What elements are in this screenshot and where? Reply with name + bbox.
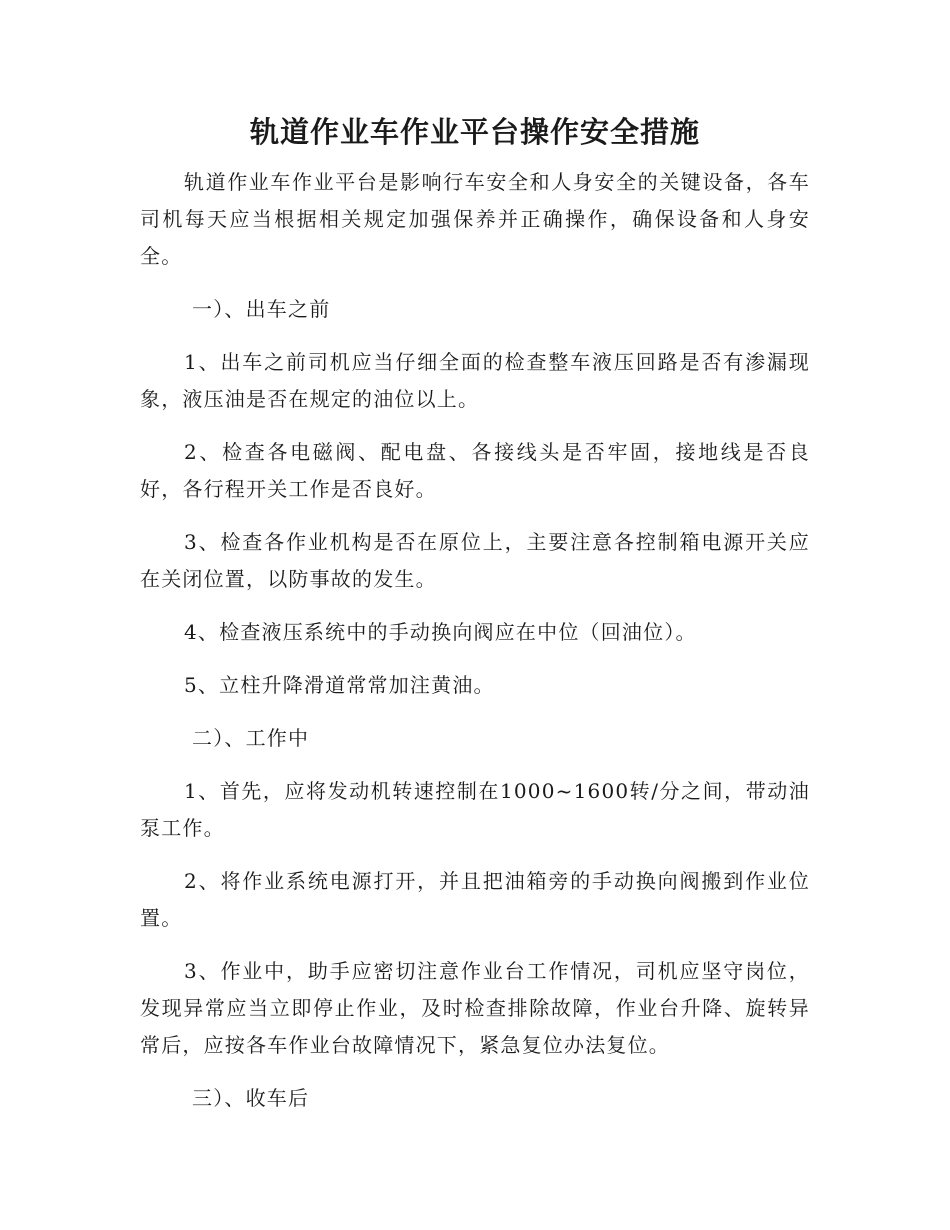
section-2-item-1: 1、首先，应将发动机转速控制在1000~1600转/分之间，带动油泵工作。 bbox=[140, 779, 810, 840]
section-heading-2: 二）、工作中 bbox=[192, 726, 310, 750]
section-1-item-5: 5、立柱升降滑道常常加注黄油。 bbox=[184, 673, 495, 697]
section-2-item-2: 2、将作业系统电源打开，并且把油箱旁的手动换向阀搬到作业位置。 bbox=[140, 869, 810, 930]
section-1-item-1: 1、出车之前司机应当仔细全面的检查整车液压回路是否有渗漏现象，液压油是否在规定的油位以上。 bbox=[140, 350, 810, 411]
section-2-item-3: 3、作业中，助手应密切注意作业台工作情况，司机应坚守岗位，发现异常应当立即停止作业，及时检查排除故障，作业台升降、旋转异常后，应按各车作业台故障情况下，紧急复位办法复位。 bbox=[140, 959, 810, 1057]
section-heading-3: 三）、收车后 bbox=[192, 1086, 310, 1110]
document-title: 轨道作业车作业平台操作安全措施 bbox=[249, 115, 700, 149]
section-1-item-2: 2、检查各电磁阀、配电盘、各接线头是否牢固，接地线是否良好，各行程开关工作是否良好。 bbox=[140, 440, 810, 501]
intro-paragraph: 轨道作业车作业平台是影响行车安全和人身安全的关键设备，各车司机每天应当根据相关规定加强保养并正确操作，确保设备和人身安全。 bbox=[140, 170, 810, 268]
section-1-item-3: 3、检查各作业机构是否在原位上，主要注意各控制箱电源开关应在关闭位置，以防事故的发生。 bbox=[140, 530, 810, 591]
section-heading-1: 一）、出车之前 bbox=[192, 297, 331, 321]
document-body bbox=[140, 164, 810, 1133]
section-1-item-4: 4、检查液压系统中的手动换向阀应在中位（回油位）。 bbox=[184, 620, 697, 644]
